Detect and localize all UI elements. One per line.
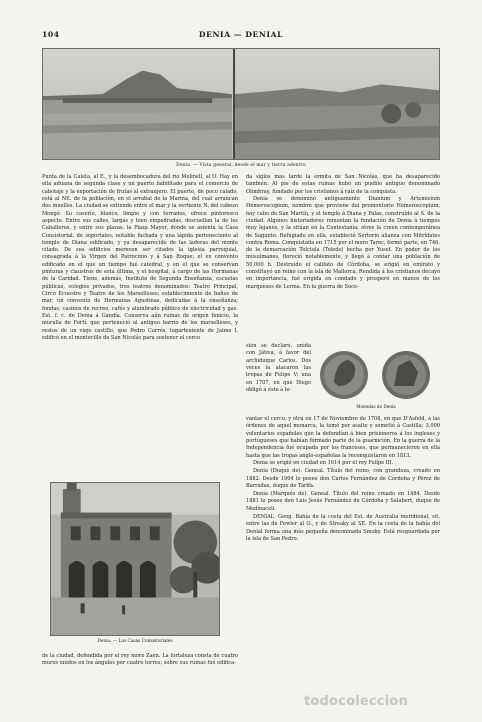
entry-denial: DENIAL. Geog. Bahía de la costa del Est. de Australia meridional, sit. entre las de Fowler al O., y de Streaky al SE. En la costa de la bahía del Denial forma una más pequeña denominada Smoky. Está resguardada por la isla de San Pedro. — [246, 514, 440, 542]
coins-caption: Monedas de Denia — [356, 404, 396, 409]
paragraph: da siglos más tarde la ermita de San Nicolás, que ha desaparecido también. Al pie de estas ruinas hubo un pueblo antiguo denominado Olimbray, fundado por los cristianos á raíz de la conquista. — [246, 174, 440, 195]
town-hall-caption: Denia. — Las Casas Consistoriales — [97, 639, 173, 644]
running-title: DENIA — DENIAL — [198, 30, 284, 39]
entry-marques: Denia (Marqués de). Geneal. Título del reino creado en 1484. Desde 1881 lo posee don Luis Jesús Fernández de Córdoba y Salabert, duque de Medinaceli. — [246, 491, 440, 512]
column-left-lower — [42, 653, 238, 675]
paragraph: Denia se erigió en ciudad en 1614 por el rey Felipe III. — [253, 459, 394, 466]
page-header — [42, 30, 440, 42]
column-right-upper — [246, 174, 440, 344]
panorama-photo-image — [43, 49, 439, 159]
panorama-caption: Denia. — Vista general, desde el mar y tierra adentro — [176, 163, 306, 168]
paragraph: Punta de la Caleta, al E., y la desembocadura del río Molinell, al O. Hay en ella aduana de segunda clase y un puerto habilitado para el comercio de cabotaje y la exportación de frutas al extranjero. El puerto, de poco calado, está al NE. de la población, en el arrabal de la Marina, del cual arrancan dos muelles. La ciudad se extiende entre el mar y la vertiente N. del cabezo Mongó. Su caserío, blanco, limpio y con terrados, ofrece pintoresco aspecto. Entre sus calles, largas y bien empedradas, descuellan la de los Caballeros, y entre sus plazas, la Plaza Mayor, donde se asienta la Casa Consistorial, de soportales, notable fachada y una lápida perteneciente al templo de Diana edificado, y ya desaparecido de las laderas del monte citado. De sus edificios merecen ser citados la iglesia parroquial, consagrada á la Virgen del Patrocinio y á San Roque; el ex convento edificado en el que un tiempo fué catedral, y en el que se conservan pinturas y claustros de esta última, y el hospital, á cargo de las Hermanas de la Caridad. Tiene, además, Instituto de Segunda Enseñanza, escuelas públicas, colegios privados, tres teatros denominados: Teatro Principal, Circo Ecuestre y Teatro de los Marselleses; establecimiento de baños de mar, un convento de Hermanas Agustinas, dedicadas á la enseñanza; fondas, casinos de recreo, cafés y alumbrado público de electricidad y gas. Est. f. c. de Denia á Gandía. Conserva aún ruinas de origen fenicio, la muralla de Fortí, que perteneció al antiguo barrio de los marselleses, y restos de un viejo castillo, que Pedro Carrós, lugarteniente de Jaime I, edificó en el montecillo de San Nicolás para sostener el cerco — [42, 174, 238, 341]
town-hall-photo-image — [51, 483, 219, 635]
entry-duque: Denia (Duque de). Geneal. Título del reino, con grandeza, creado en 1882. Desde 1904 lo posee don Carlos Fernández de Córdoba y Pérez de Barradas, duque de Tarifa. — [246, 468, 440, 489]
paragraph: sión se declaró, unida con Játiva, á favor del archiduque Carlos. Dos veces la atacaron las tropas de Felipe V; una en 1707, en que Diego obligó á éste á le- — [246, 343, 311, 393]
paragraph: vantar el cerco, y otra en 17 de Noviembre de 1708, en que D'Asfeld, á las órdenes de aquel monarca, la tomó por asalto y sometió á Castilla; 3,000 voluntarios españoles que la defendían á bien prisioneros á los ingleses y portugueses que habían formado parte de la guarnición. En la guerra de la Independencia fué ocupada por los franceses, que permanecieron en ella hasta que las tropas anglo-españolas la reconquistaron en 1813. — [246, 416, 440, 459]
coins-figure — [314, 346, 438, 404]
coins-image — [314, 346, 438, 404]
panorama-photo — [42, 48, 440, 160]
paragraph: de la ciudad, defendida por el rey moro Zaén. La fortaleza consta de cuatro muros unidos en los ángulos por cuatro torres; sobre sus ruinas fué edifica- — [42, 653, 238, 667]
column-left-upper — [42, 174, 238, 484]
paragraph: Denia se denominó antiguamente Dianium y Artemisium Hemeroscopium, nombre que proviene del promontorio Hemeroscopium, hoy cabo de San Martín, y el templo á Diana y Palas, construído al S. de la ciudad. Algunos historiadores remontan la fundación de Denia á tiempos muy lejanos, y la sitúan en la Contestania; otros la creen contemporánea de Sagunto. Refugiado en ella, estableció Sertorio alianza con Mitrídates contra Roma. Conquistada en 1715 por el moro Tarec, formó parte, en 746, de la demarcación Tolctola (Toledo) hecha por Yusef. En poder de los musulmanes, floreció notablemente, y llegó á contar una población de 50,000 h. Destruido el califato de Córdoba, se erigió en emirato y constituyó un reino con la isla de Mallorca. Rendida á los cristianos decayó en importancia, fué erigida en condado y prosperó en manos de los marqueses de Lerma. En la guerra de Suce- — [246, 195, 440, 290]
watermark-logo: todocoleccion — [304, 694, 408, 709]
column-right-lower — [246, 416, 440, 694]
town-hall-photo — [50, 482, 220, 636]
column-right-narrow — [246, 343, 311, 411]
page-number: 104 — [42, 30, 60, 39]
